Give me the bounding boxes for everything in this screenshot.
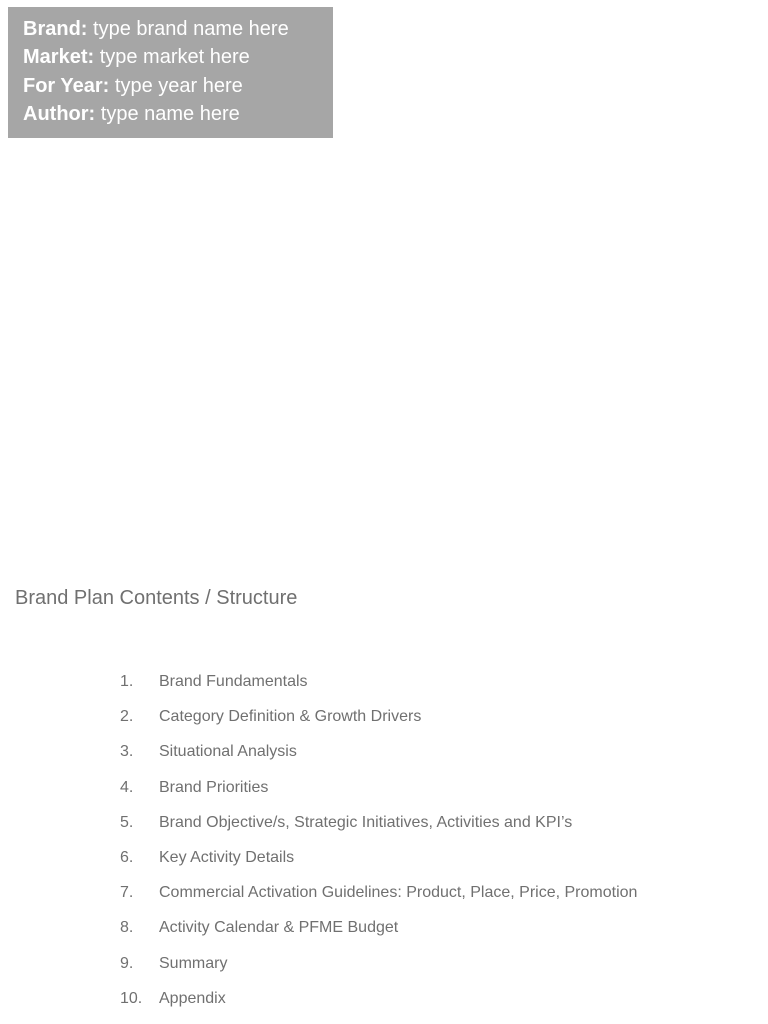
brand-label: Brand: (23, 18, 88, 40)
list-item-number: 4. (120, 778, 134, 796)
market-label: Market: (23, 46, 95, 69)
list-item-number: 1. (120, 673, 134, 690)
market-value: type market here (94, 46, 250, 69)
year-label: For Year: (23, 74, 110, 97)
list-item (120, 883, 637, 918)
list-item (120, 848, 637, 883)
list-item (120, 778, 637, 813)
list-item (120, 672, 637, 707)
list-item-text: Key Activity Details (159, 848, 295, 866)
list-item (120, 707, 637, 742)
author-line (23, 100, 333, 128)
author-label: Author: (23, 102, 96, 125)
section-title: Brand Plan Contents / Structure (15, 587, 298, 609)
list-item-number: 9. (120, 954, 134, 972)
brand-value: type brand name here (87, 18, 289, 40)
market-line (23, 43, 333, 71)
year-line (23, 72, 333, 100)
list-item-number: 6. (120, 848, 134, 866)
list-item (120, 918, 637, 953)
header-info-box (8, 7, 333, 138)
list-item-text: Commercial Activation Guidelines: Product, Place, Price, Promotion (159, 884, 638, 902)
list-item-text: Appendix (159, 989, 226, 1007)
list-item-number: 2. (120, 708, 134, 726)
list-item-text: Brand Priorities (159, 778, 269, 796)
contents-list (120, 672, 637, 1024)
list-item-number: 7. (120, 884, 134, 902)
list-item (120, 954, 637, 989)
list-item-text: Activity Calendar & PFME Budget (159, 919, 399, 937)
list-item (120, 813, 637, 848)
list-item-text: Situational Analysis (159, 743, 297, 761)
author-value: type name here (95, 102, 240, 125)
list-item-text: Summary (159, 954, 228, 972)
list-item-text: Brand Fundamentals (159, 673, 308, 690)
list-item-text: Category Definition & Growth Drivers (159, 708, 422, 726)
list-item-text: Brand Objective/s, Strategic Initiatives, Activities and KPI’s (159, 813, 573, 831)
list-item-number: 3. (120, 743, 134, 761)
list-item-number: 8. (120, 919, 134, 937)
list-item (120, 989, 637, 1024)
list-item-number: 5. (120, 813, 134, 831)
list-item (120, 742, 637, 777)
list-item-number: 10. (120, 989, 143, 1007)
year-value: type year here (109, 74, 243, 97)
brand-line (23, 15, 333, 43)
